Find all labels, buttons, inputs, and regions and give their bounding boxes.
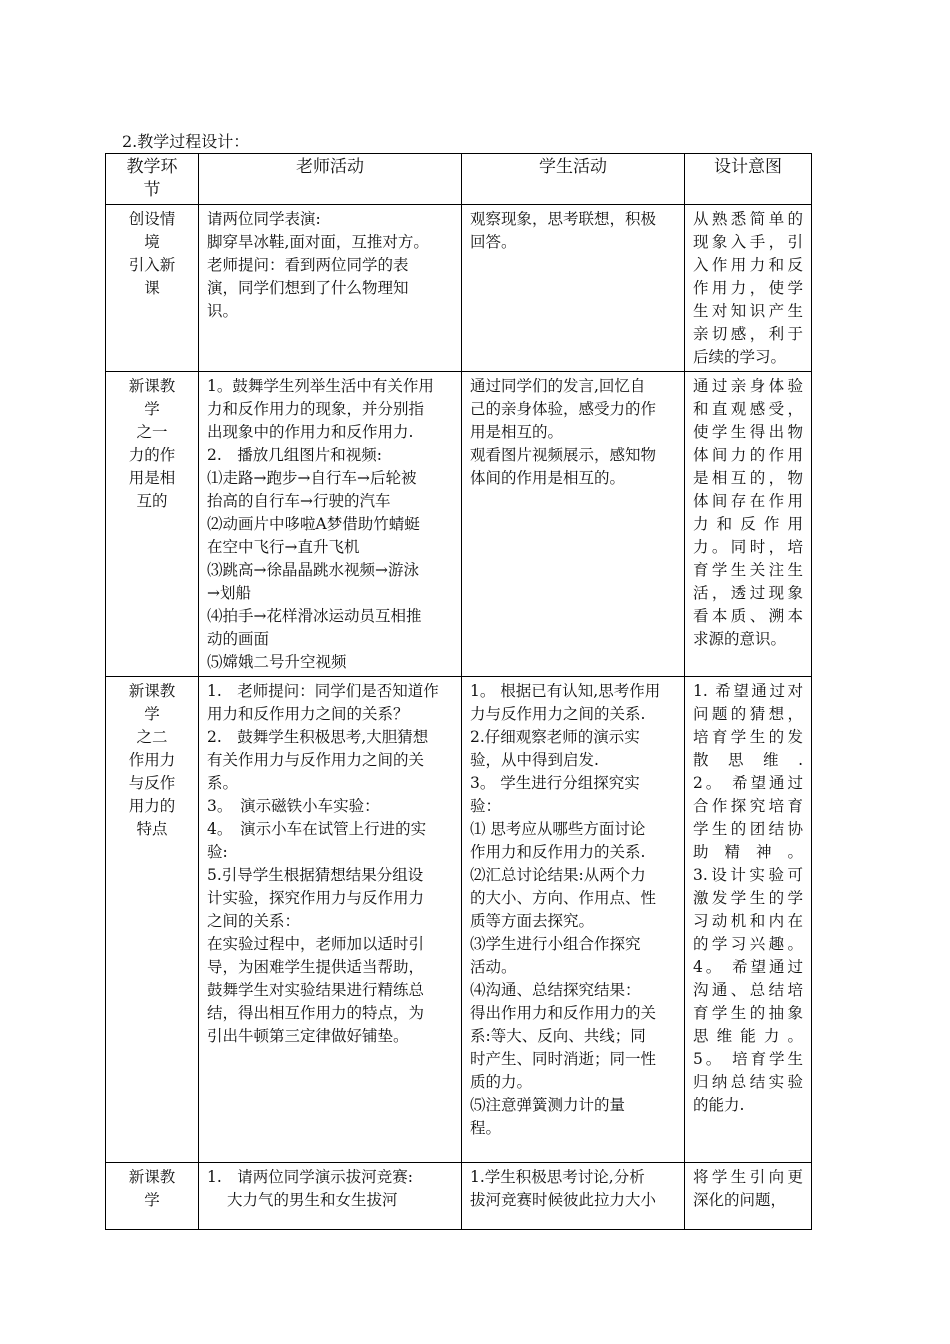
intent-line: 问题的猜想， bbox=[693, 705, 803, 723]
intent-line: 4。 希望通过 bbox=[693, 958, 803, 976]
teacher-line: 计实验，探究作用力与反作用力 bbox=[207, 889, 425, 907]
stage-line: 互的 bbox=[136, 492, 168, 510]
teacher-line: 导，为困难学生提供适当帮助， bbox=[207, 958, 425, 976]
teacher-line: 抬高的自行车→行驶的汽车 bbox=[207, 492, 391, 510]
table-row bbox=[106, 205, 812, 372]
teacher-line: 脚穿旱冰鞋,面对面，互推对方。 bbox=[207, 233, 429, 251]
student-activity-cell bbox=[462, 205, 685, 372]
intent-line: 力 和 反 作 用 bbox=[693, 515, 803, 533]
intent-line: 是相互的，物 bbox=[693, 469, 803, 487]
stage-line: 之一 bbox=[136, 423, 168, 441]
stage-line: 学 bbox=[144, 705, 160, 723]
student-line: 系:等大、反向、共线；同 bbox=[470, 1027, 646, 1045]
student-line: 1。 根据已有认知,思考作用 bbox=[470, 682, 661, 700]
student-line: ⑶学生进行小组合作探究 bbox=[470, 935, 641, 953]
teacher-activity-cell bbox=[199, 1163, 462, 1230]
intent-line: 助精神。 bbox=[693, 843, 803, 861]
intent-line: 学生的团结协 bbox=[693, 820, 803, 838]
intent-line: 育学生关注生 bbox=[693, 561, 803, 579]
stage-line: 新课教 bbox=[128, 377, 176, 395]
intent-line: 沟通、总结培 bbox=[693, 981, 803, 999]
intent-line: 体间存在作用 bbox=[693, 492, 803, 510]
table-row bbox=[106, 1163, 812, 1230]
teacher-line: 大力气的男生和女生拔河 bbox=[227, 1191, 398, 1209]
teacher-line: 在实验过程中，老师加以适时引 bbox=[207, 935, 425, 953]
stage-line: 用力的 bbox=[128, 797, 176, 815]
stage-line: 与反作 bbox=[128, 774, 176, 792]
teacher-line: 验: bbox=[207, 843, 228, 861]
intent-line: 散思维. bbox=[693, 751, 803, 769]
intent-line: 培育学生的发 bbox=[693, 728, 803, 746]
header-intent: 设计意图 bbox=[685, 154, 812, 205]
teacher-line: 动的画面 bbox=[207, 630, 270, 648]
stage-cell bbox=[106, 677, 199, 1163]
teacher-line: 2. 播放几组图片和视频: bbox=[207, 446, 383, 464]
teacher-line: ⑶跳高→徐晶晶跳水视频→游泳 bbox=[207, 561, 419, 579]
design-intent-cell bbox=[685, 677, 812, 1163]
student-line: 体间的作用是相互的。 bbox=[470, 469, 626, 487]
stage-line: 力的作 bbox=[128, 446, 176, 464]
intent-line: 和直观感受， bbox=[693, 400, 803, 418]
stage-line: 课 bbox=[144, 279, 160, 297]
teacher-line: 5.引导学生根据猜想结果分组设 bbox=[207, 866, 424, 884]
student-line: 得出作用力和反作用力的关 bbox=[470, 1004, 657, 1022]
student-activity-cell bbox=[462, 677, 685, 1163]
student-line: 2.仔细观察老师的演示实 bbox=[470, 728, 640, 746]
stage-line: 境 bbox=[144, 233, 160, 251]
section-heading: 2.教学过程设计： bbox=[122, 132, 250, 151]
student-line: 观察现象，思考联想，积极 bbox=[470, 210, 657, 228]
student-line: 1.学生积极思考讨论,分析 bbox=[470, 1168, 645, 1186]
header-stage-line: 教学环 bbox=[126, 157, 178, 177]
teacher-line: 有关作用力与反作用力之间的关 bbox=[207, 751, 425, 769]
teacher-line: →划船 bbox=[207, 584, 251, 602]
student-line: 3。 学生进行分组探究实 bbox=[470, 774, 640, 792]
intent-line: 生对知识产生 bbox=[693, 302, 803, 320]
table-row bbox=[106, 372, 812, 677]
teacher-line: ⑷拍手→花样滑冰运动员互相推 bbox=[207, 607, 422, 625]
teacher-line: 1. 老师提问：同学们是否知道作 bbox=[207, 682, 439, 700]
intent-line: 激发学生的学 bbox=[693, 889, 803, 907]
student-line: 用是相互的。 bbox=[470, 423, 564, 441]
header-stage-line: 节 bbox=[143, 180, 161, 200]
student-line: 回答。 bbox=[470, 233, 517, 251]
student-line: ⑸注意弹簧测力计的量 bbox=[470, 1096, 626, 1114]
teacher-line: 在空中飞行→直升飞机 bbox=[207, 538, 360, 556]
teacher-line: 识。 bbox=[207, 302, 239, 320]
teacher-activity-cell bbox=[199, 205, 462, 372]
teacher-line: 演，同学们想到了什么物理知 bbox=[207, 279, 409, 297]
student-line: ⑴ 思考应从哪些方面讨论 bbox=[470, 820, 646, 838]
teacher-line: 力和反作用力的现象，并分别指 bbox=[207, 400, 425, 418]
stage-line: 用是相 bbox=[128, 469, 176, 487]
intent-line: 将学生引向更 bbox=[693, 1168, 803, 1186]
intent-line: 亲切感，利于 bbox=[693, 325, 803, 343]
intent-line: 的学习兴趣。 bbox=[693, 935, 803, 953]
teacher-line: ⑸嫦娥二号升空视频 bbox=[207, 653, 347, 671]
intent-line: 归纳总结实验 bbox=[693, 1073, 803, 1091]
student-line: 活动。 bbox=[470, 958, 517, 976]
student-line: 质的力。 bbox=[470, 1073, 533, 1091]
intent-line: 活，透过现象 bbox=[693, 584, 803, 602]
teacher-line: 系。 bbox=[207, 774, 239, 792]
teacher-line: 结，得出相互作用力的特点，为 bbox=[207, 1004, 425, 1022]
teacher-line: 用力和反作用力之间的关系？ bbox=[207, 705, 409, 723]
teacher-line: 请两位同学表演: bbox=[207, 210, 321, 228]
design-intent-cell bbox=[685, 205, 812, 372]
student-line: 观看图片视频展示，感知物 bbox=[470, 446, 657, 464]
student-line: 的大小、方向、作用点、性 bbox=[470, 889, 657, 907]
intent-line: 合作探究培育 bbox=[693, 797, 803, 815]
intent-line: 作用力，使学 bbox=[693, 279, 803, 297]
stage-cell bbox=[106, 205, 199, 372]
student-line: ⑷沟通、总结探究结果： bbox=[470, 981, 641, 999]
stage-line: 之二 bbox=[136, 728, 168, 746]
teacher-line: 老师提问：看到两位同学的表 bbox=[207, 256, 409, 274]
intent-line: 育学生的抽象 bbox=[693, 1004, 803, 1022]
teacher-line: 4。 演示小车在试管上行进的实 bbox=[207, 820, 427, 838]
stage-line: 引入新 bbox=[128, 256, 176, 274]
intent-line: 体间力的作用 bbox=[693, 446, 803, 464]
intent-line: 通过亲身体验 bbox=[693, 377, 803, 395]
intent-line: 现象入手，引 bbox=[693, 233, 803, 251]
teacher-line: ⑴走路→跑步→自行车→后轮被 bbox=[207, 469, 417, 487]
intent-line: 深化的问题， bbox=[693, 1191, 787, 1209]
student-line: ⑵汇总讨论结果:从两个力 bbox=[470, 866, 646, 884]
student-line: 拔河竞赛时候彼此拉力大小 bbox=[470, 1191, 657, 1209]
intent-line: 入作用力和反 bbox=[693, 256, 803, 274]
teacher-line: 1. 请两位同学演示拔河竞赛: bbox=[207, 1168, 414, 1186]
teacher-line: 之间的关系： bbox=[207, 912, 301, 930]
teacher-line: 1。鼓舞学生列举生活中有关作用 bbox=[207, 377, 434, 395]
intent-line: 力。同时，培 bbox=[693, 538, 803, 556]
stage-line: 学 bbox=[144, 1191, 160, 1209]
student-line: 程。 bbox=[470, 1119, 502, 1137]
stage-cell bbox=[106, 1163, 199, 1230]
header-teacher: 老师活动 bbox=[199, 154, 462, 205]
design-intent-cell bbox=[685, 1163, 812, 1230]
teacher-line: 3。 演示磁铁小车实验： bbox=[207, 797, 380, 815]
intent-line: 1. 希望通过对 bbox=[693, 682, 803, 700]
intent-line: 从熟悉简单的 bbox=[693, 210, 803, 228]
stage-line: 新课教 bbox=[128, 682, 176, 700]
intent-line: 2。 希望通过 bbox=[693, 774, 803, 792]
stage-line: 作用力 bbox=[128, 751, 176, 769]
table-row bbox=[106, 677, 812, 1163]
student-line: 验： bbox=[470, 797, 502, 815]
table-header-row bbox=[106, 154, 812, 205]
intent-line: 5。 培育学生 bbox=[693, 1050, 803, 1068]
intent-line: 求源的意识。 bbox=[693, 630, 787, 648]
student-line: 验，从中得到启发. bbox=[470, 751, 599, 769]
stage-line: 新课教 bbox=[128, 1168, 176, 1186]
teacher-line: 出现象中的作用力和反作用力. bbox=[207, 423, 414, 441]
intent-line: 后续的学习。 bbox=[693, 348, 787, 366]
teaching-process-table bbox=[105, 153, 812, 1230]
teacher-line: 2. 鼓舞学生积极思考,大胆猜想 bbox=[207, 728, 429, 746]
student-line: 己的亲身体验，感受力的作 bbox=[470, 400, 657, 418]
intent-line: 习动机和内在 bbox=[693, 912, 803, 930]
stage-line: 特点 bbox=[136, 820, 168, 838]
intent-line: 的能力. bbox=[693, 1096, 745, 1114]
teacher-activity-cell bbox=[199, 372, 462, 677]
teacher-line: 鼓舞学生对实验结果进行精练总 bbox=[207, 981, 425, 999]
teacher-activity-cell bbox=[199, 677, 462, 1163]
student-line: 通过同学们的发言,回忆自 bbox=[470, 377, 646, 395]
stage-line: 创设情 bbox=[128, 210, 176, 228]
header-stage bbox=[106, 154, 199, 205]
stage-cell bbox=[106, 372, 199, 677]
intent-line: 思维能力。 bbox=[693, 1027, 803, 1045]
student-activity-cell bbox=[462, 1163, 685, 1230]
teacher-line: ⑵动画片中哆啦A梦借助竹蜻蜓 bbox=[207, 515, 420, 533]
student-activity-cell bbox=[462, 372, 685, 677]
intent-line: 使学生得出物 bbox=[693, 423, 803, 441]
intent-line: 3.设计实验可 bbox=[693, 866, 803, 884]
header-student: 学生活动 bbox=[462, 154, 685, 205]
teacher-line: 引出牛顿第三定律做好铺垫。 bbox=[207, 1027, 409, 1045]
intent-line: 看本质、溯本 bbox=[693, 607, 803, 625]
student-line: 作用力和反作用力的关系. bbox=[470, 843, 646, 861]
student-line: 力与反作用力之间的关系. bbox=[470, 705, 646, 723]
student-line: 质等方面去探究。 bbox=[470, 912, 595, 930]
design-intent-cell bbox=[685, 372, 812, 677]
stage-line: 学 bbox=[144, 400, 160, 418]
student-line: 时产生、同时消逝；同一性 bbox=[470, 1050, 657, 1068]
